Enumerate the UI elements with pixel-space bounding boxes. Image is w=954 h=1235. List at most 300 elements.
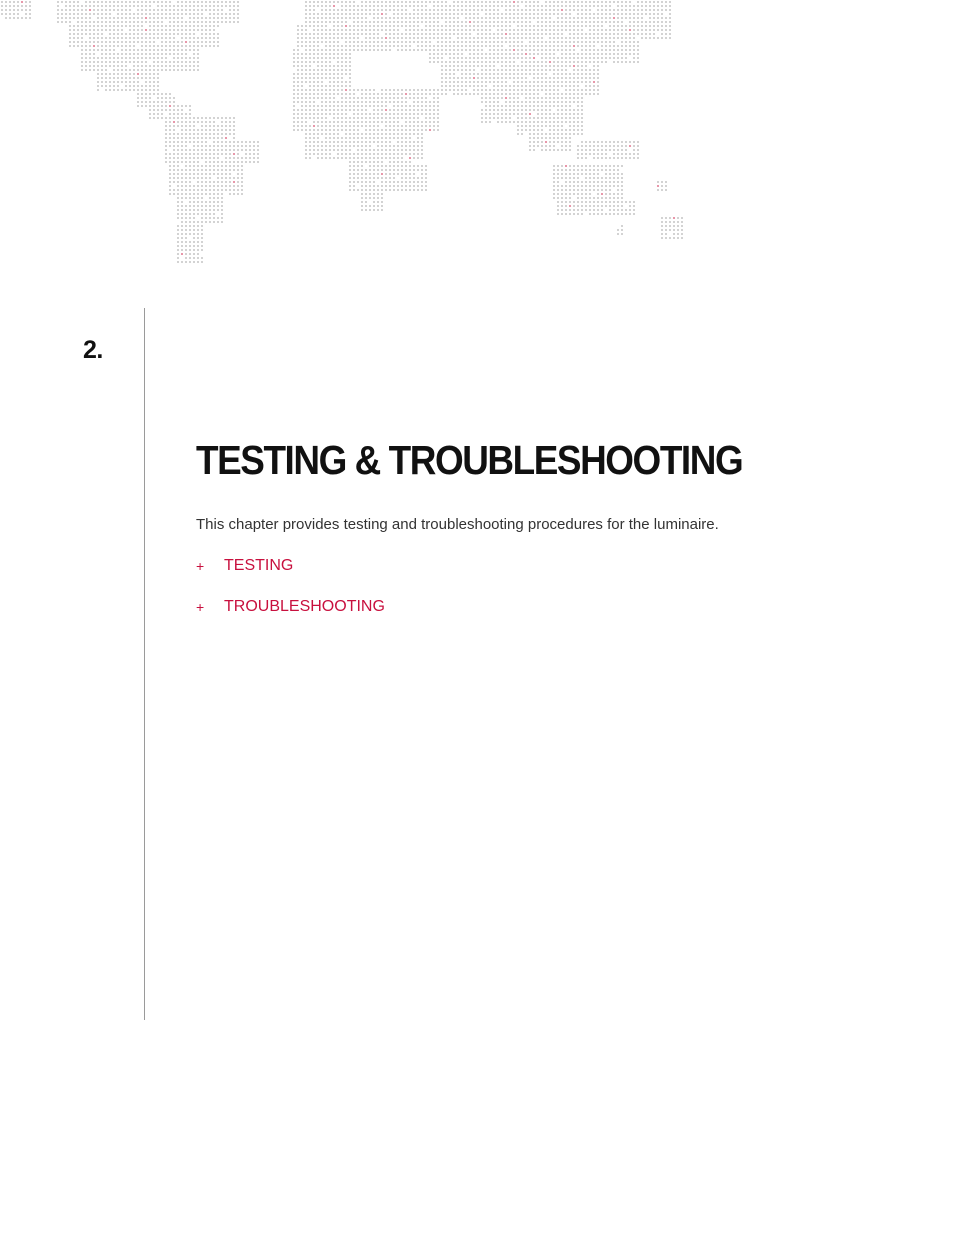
map-dot	[389, 161, 391, 163]
map-dot	[409, 161, 411, 163]
map-dot	[361, 1, 363, 3]
map-dot	[601, 141, 603, 143]
map-dot	[101, 17, 103, 19]
map-dot	[397, 145, 399, 147]
map-dot	[561, 201, 563, 203]
map-dot	[209, 145, 211, 147]
map-dot	[297, 41, 299, 43]
map-dot	[465, 93, 467, 95]
map-dot	[621, 225, 623, 227]
map-dot	[409, 45, 411, 47]
map-dot	[309, 9, 311, 11]
map-dot	[165, 1, 167, 3]
map-dot	[497, 93, 499, 95]
map-dot	[637, 149, 639, 151]
map-dot	[581, 45, 583, 47]
chapter-number: 2.	[83, 336, 103, 364]
map-dot	[441, 33, 443, 35]
map-dot	[221, 169, 223, 171]
map-dot	[157, 69, 159, 71]
map-dot	[573, 25, 575, 27]
map-dot	[437, 129, 439, 131]
map-dot	[161, 53, 163, 55]
map-dot	[521, 41, 523, 43]
map-dot	[601, 57, 603, 59]
map-dot	[201, 233, 203, 235]
map-dot	[389, 97, 391, 99]
map-dot	[145, 17, 147, 19]
map-dot	[181, 157, 183, 159]
map-dot	[93, 65, 95, 67]
map-dot	[485, 65, 487, 67]
map-dot	[401, 33, 403, 35]
map-dot	[613, 149, 615, 151]
map-dot	[77, 17, 79, 19]
map-dot	[329, 133, 331, 135]
map-dot	[489, 25, 491, 27]
map-dot	[305, 17, 307, 19]
map-dot	[493, 25, 495, 27]
map-dot	[93, 13, 95, 15]
map-dot	[465, 65, 467, 67]
map-dot	[545, 29, 547, 31]
map-dot	[541, 77, 543, 79]
map-dot	[593, 173, 595, 175]
map-dot	[537, 145, 539, 147]
map-dot	[373, 181, 375, 183]
map-dot	[569, 1, 571, 3]
map-dot	[181, 17, 183, 19]
map-dot	[609, 189, 611, 191]
map-dot	[505, 33, 507, 35]
map-dot	[297, 93, 299, 95]
map-dot	[493, 13, 495, 15]
map-dot	[333, 65, 335, 67]
map-dot	[209, 177, 211, 179]
map-dot	[137, 29, 139, 31]
map-dot	[337, 81, 339, 83]
map-dot	[457, 33, 459, 35]
map-dot	[301, 81, 303, 83]
map-dot	[141, 17, 143, 19]
map-dot	[165, 25, 167, 27]
map-dot	[13, 13, 15, 15]
map-dot	[241, 165, 243, 167]
map-dot	[185, 241, 187, 243]
map-dot	[645, 21, 647, 23]
map-dot	[353, 157, 355, 159]
map-dot	[517, 93, 519, 95]
map-dot	[145, 61, 147, 63]
map-dot	[249, 161, 251, 163]
map-dot	[149, 77, 151, 79]
map-dot	[333, 81, 335, 83]
map-dot	[481, 61, 483, 63]
map-dot	[213, 29, 215, 31]
map-dot	[577, 165, 579, 167]
map-dot	[381, 193, 383, 195]
map-dot	[309, 21, 311, 23]
map-dot	[29, 17, 31, 19]
map-dot	[121, 73, 123, 75]
map-dot	[177, 149, 179, 151]
map-dot	[473, 25, 475, 27]
map-dot	[217, 45, 219, 47]
map-dot	[413, 173, 415, 175]
map-dot	[193, 237, 195, 239]
map-dot	[225, 117, 227, 119]
map-dot	[361, 133, 363, 135]
map-dot	[405, 181, 407, 183]
map-dot	[193, 189, 195, 191]
map-dot	[361, 25, 363, 27]
map-dot	[561, 189, 563, 191]
map-dot	[193, 257, 195, 259]
map-dot	[457, 13, 459, 15]
map-dot	[137, 49, 139, 51]
map-dot	[317, 141, 319, 143]
map-dot	[621, 49, 623, 51]
map-dot	[173, 45, 175, 47]
map-dot	[221, 193, 223, 195]
map-dot	[509, 89, 511, 91]
map-dot	[225, 137, 227, 139]
map-dot	[545, 81, 547, 83]
map-dot	[317, 113, 319, 115]
map-dot	[169, 97, 171, 99]
map-dot	[305, 37, 307, 39]
map-dot	[389, 185, 391, 187]
map-dot	[349, 81, 351, 83]
map-dot	[201, 213, 203, 215]
map-dot	[353, 153, 355, 155]
map-dot	[553, 177, 555, 179]
map-dot	[425, 5, 427, 7]
map-dot	[485, 97, 487, 99]
map-dot	[429, 109, 431, 111]
map-dot	[669, 9, 671, 11]
map-dot	[325, 129, 327, 131]
map-dot	[453, 21, 455, 23]
map-dot	[637, 25, 639, 27]
map-dot	[121, 13, 123, 15]
map-dot	[553, 105, 555, 107]
map-dot	[601, 209, 603, 211]
map-dot	[405, 133, 407, 135]
map-dot	[89, 69, 91, 71]
map-dot	[109, 17, 111, 19]
map-dot	[569, 113, 571, 115]
map-dot	[205, 185, 207, 187]
map-dot	[381, 101, 383, 103]
map-dot	[581, 13, 583, 15]
map-dot	[553, 117, 555, 119]
map-dot	[161, 65, 163, 67]
map-dot	[597, 201, 599, 203]
map-dot	[461, 81, 463, 83]
map-dot	[673, 237, 675, 239]
map-dot	[565, 25, 567, 27]
map-dot	[209, 221, 211, 223]
map-dot	[229, 125, 231, 127]
map-dot	[473, 77, 475, 79]
map-dot	[413, 165, 415, 167]
map-dot	[517, 113, 519, 115]
map-dot	[421, 141, 423, 143]
map-dot	[541, 145, 543, 147]
map-dot	[241, 141, 243, 143]
map-dot	[257, 153, 259, 155]
map-dot	[373, 137, 375, 139]
map-dot	[81, 65, 83, 67]
map-dot	[445, 69, 447, 71]
map-dot	[501, 65, 503, 67]
map-dot	[413, 157, 415, 159]
map-dot	[417, 121, 419, 123]
map-dot	[605, 141, 607, 143]
map-dot	[513, 17, 515, 19]
map-dot	[653, 33, 655, 35]
map-dot	[681, 221, 683, 223]
map-dot	[197, 253, 199, 255]
map-dot	[165, 125, 167, 127]
map-dot	[529, 25, 531, 27]
map-dot	[381, 49, 383, 51]
map-dot	[457, 5, 459, 7]
map-dot	[537, 121, 539, 123]
map-dot	[581, 65, 583, 67]
map-dot	[141, 85, 143, 87]
map-dot	[589, 33, 591, 35]
map-dot	[601, 29, 603, 31]
map-dot	[393, 113, 395, 115]
map-dot	[177, 105, 179, 107]
map-dot	[137, 57, 139, 59]
map-dot	[413, 153, 415, 155]
map-dot	[569, 185, 571, 187]
map-dot	[225, 125, 227, 127]
map-dot	[145, 49, 147, 51]
map-dot	[597, 173, 599, 175]
map-dot	[549, 133, 551, 135]
map-dot	[665, 33, 667, 35]
map-dot	[593, 165, 595, 167]
map-dot	[525, 69, 527, 71]
map-dot	[133, 41, 135, 43]
map-dot	[577, 181, 579, 183]
map-dot	[325, 97, 327, 99]
map-dot	[401, 37, 403, 39]
map-dot	[209, 13, 211, 15]
map-dot	[649, 21, 651, 23]
map-dot	[473, 85, 475, 87]
map-dot	[349, 169, 351, 171]
map-dot	[97, 9, 99, 11]
map-dot	[525, 17, 527, 19]
map-dot	[329, 145, 331, 147]
map-dot	[141, 97, 143, 99]
map-dot	[297, 85, 299, 87]
map-dot	[21, 17, 23, 19]
map-dot	[593, 45, 595, 47]
map-dot	[189, 249, 191, 251]
map-dot	[65, 17, 67, 19]
map-dot	[385, 97, 387, 99]
map-dot	[153, 13, 155, 15]
map-dot	[209, 129, 211, 131]
map-dot	[161, 69, 163, 71]
map-dot	[201, 41, 203, 43]
map-dot	[533, 73, 535, 75]
map-dot	[297, 121, 299, 123]
map-dot	[181, 201, 183, 203]
map-dot	[377, 201, 379, 203]
map-dot	[473, 65, 475, 67]
map-dot	[225, 173, 227, 175]
map-dot	[373, 201, 375, 203]
map-dot	[461, 65, 463, 67]
map-dot	[413, 169, 415, 171]
map-dot	[513, 61, 515, 63]
testing-link[interactable]: TESTING	[224, 557, 294, 574]
map-dot	[601, 201, 603, 203]
map-dot	[253, 145, 255, 147]
map-dot	[421, 165, 423, 167]
map-dot	[477, 5, 479, 7]
map-dot	[157, 29, 159, 31]
map-dot	[609, 177, 611, 179]
map-dot	[553, 145, 555, 147]
map-dot	[481, 5, 483, 7]
map-dot	[437, 57, 439, 59]
map-dot	[181, 225, 183, 227]
map-dot	[605, 1, 607, 3]
map-dot	[549, 33, 551, 35]
map-dot	[621, 213, 623, 215]
map-dot	[217, 177, 219, 179]
map-dot	[573, 33, 575, 35]
map-dot	[137, 5, 139, 7]
map-dot	[229, 189, 231, 191]
map-dot	[457, 45, 459, 47]
map-dot	[633, 145, 635, 147]
map-dot	[457, 25, 459, 27]
map-dot	[353, 181, 355, 183]
map-dot	[345, 109, 347, 111]
map-dot	[105, 53, 107, 55]
map-dot	[557, 1, 559, 3]
map-dot	[601, 193, 603, 195]
map-dot	[125, 73, 127, 75]
map-dot	[225, 133, 227, 135]
troubleshooting-link[interactable]: TROUBLESHOOTING	[224, 598, 385, 615]
map-dot	[653, 21, 655, 23]
map-dot	[373, 109, 375, 111]
map-dot	[605, 29, 607, 31]
map-dot	[365, 161, 367, 163]
map-dot	[509, 33, 511, 35]
map-dot	[633, 9, 635, 11]
map-dot	[425, 21, 427, 23]
map-dot	[529, 105, 531, 107]
map-dot	[309, 57, 311, 59]
map-dot	[9, 17, 11, 19]
map-dot	[565, 77, 567, 79]
map-dot	[305, 61, 307, 63]
map-dot	[569, 9, 571, 11]
map-dot	[169, 173, 171, 175]
map-dot	[169, 169, 171, 171]
map-dot	[333, 141, 335, 143]
map-dot	[629, 213, 631, 215]
map-dot	[569, 5, 571, 7]
map-dot	[385, 5, 387, 7]
map-dot	[301, 57, 303, 59]
map-dot	[609, 185, 611, 187]
map-dot	[321, 49, 323, 51]
map-dot	[589, 193, 591, 195]
map-dot	[393, 89, 395, 91]
map-dot	[353, 117, 355, 119]
map-dot	[549, 125, 551, 127]
map-dot	[541, 57, 543, 59]
map-dot	[565, 5, 567, 7]
map-dot	[505, 121, 507, 123]
map-dot	[397, 117, 399, 119]
map-dot	[485, 17, 487, 19]
map-dot	[209, 21, 211, 23]
map-dot	[165, 69, 167, 71]
map-dot	[181, 177, 183, 179]
map-dot	[333, 17, 335, 19]
map-dot	[465, 45, 467, 47]
map-dot	[337, 73, 339, 75]
map-dot	[373, 197, 375, 199]
map-dot	[613, 205, 615, 207]
map-dot	[209, 193, 211, 195]
map-dot	[205, 37, 207, 39]
map-dot	[177, 261, 179, 263]
map-dot	[585, 73, 587, 75]
map-dot	[561, 85, 563, 87]
map-dot	[57, 17, 59, 19]
map-dot	[361, 205, 363, 207]
map-dot	[173, 61, 175, 63]
map-dot	[357, 145, 359, 147]
map-dot	[565, 165, 567, 167]
map-dot	[529, 21, 531, 23]
map-dot	[585, 1, 587, 3]
map-dot	[501, 113, 503, 115]
map-dot	[525, 105, 527, 107]
map-dot	[517, 89, 519, 91]
map-dot	[125, 17, 127, 19]
map-dot	[341, 45, 343, 47]
map-dot	[365, 117, 367, 119]
map-dot	[245, 161, 247, 163]
map-dot	[617, 185, 619, 187]
map-dot	[433, 49, 435, 51]
map-dot	[605, 149, 607, 151]
map-dot	[313, 69, 315, 71]
map-dot	[609, 37, 611, 39]
map-dot	[353, 109, 355, 111]
map-dot	[153, 109, 155, 111]
map-dot	[313, 125, 315, 127]
map-dot	[509, 77, 511, 79]
map-dot	[493, 65, 495, 67]
map-dot	[585, 169, 587, 171]
